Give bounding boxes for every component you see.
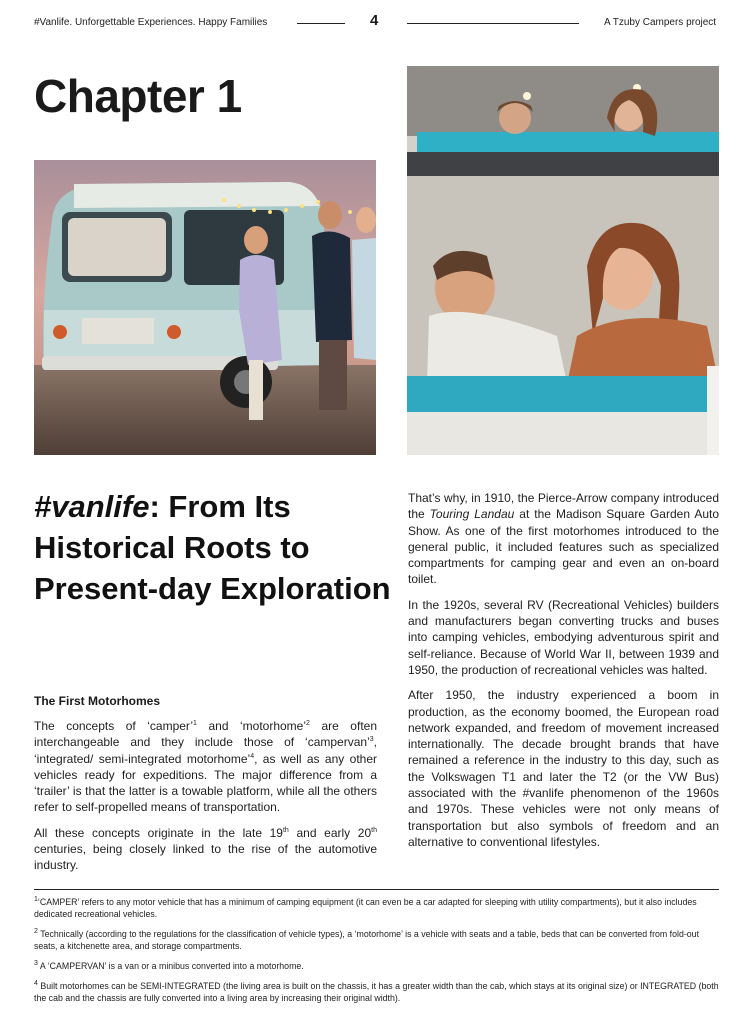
campervan-sunset-photo <box>34 160 376 455</box>
left-paragraph-2 <box>34 825 377 874</box>
headline-rest: : From Its Historical Roots to Present-day Exploration <box>34 489 391 606</box>
article-headline <box>34 486 394 609</box>
page-number: 4 <box>370 12 379 29</box>
text-run: centuries, being closely linked to the rise of the automotive industry. <box>34 842 377 873</box>
left-paragraph-1 <box>34 718 377 816</box>
right-paragraph-1 <box>408 490 719 588</box>
italic-vehicle-name: Touring Landau <box>429 507 515 522</box>
header-rule-right <box>407 23 579 24</box>
text-run: , ‘integrated/ semi-integrated motorhome’ <box>34 735 377 766</box>
footnote-number: 1 <box>34 896 38 904</box>
text-run: at the Madison Square Garden Auto Show. As one of the first motorhomes introduced to the general public, it included features such as specialized compartments for camping gear and even an on-board toilet. <box>408 507 720 587</box>
headline-emphasis: #vanlife <box>34 489 150 524</box>
text-run: That’s why, in 1910, the Pierce-Arrow company introduced the <box>408 491 719 522</box>
text-run: and ‘motorhome’ <box>196 719 307 733</box>
footnote-1 <box>34 896 719 920</box>
footnote-ref: 2 <box>306 720 310 727</box>
footnote-ref: 1 <box>193 720 197 727</box>
section-subheading: The First Motorhomes <box>34 694 161 708</box>
footnote-text: Built motorhomes can be SEMI-INTEGRATED (the living area is built on the chassis, it has a greater width than the cab, which stays at its original size) or INTEGRATED (both the cab and the chassis are fully converted into a living area by increasing their original width). <box>34 981 719 1003</box>
right-paragraph-2: In the 1920s, several RV (Recreational Vehicles) builders and manufacturers began converting trucks and buses into camping vehicles, embodying adventurous spirit and self-reliance. Because of World War II, between 1939 and 1950, the production of recreational vehicles was halted. <box>408 597 719 677</box>
footnote-4 <box>34 980 719 1004</box>
footnote-2 <box>34 928 719 952</box>
footnote-text: ‘CAMPER’ refers to any motor vehicle that has a minimum of camping equipment (it can even be a car adapted for sleeping with utility compartments), but it also includes dedicated recreational vehicles. <box>34 897 697 919</box>
family-bunk-photo <box>407 66 719 455</box>
footnote-number: 3 <box>34 960 38 968</box>
header-rule-left <box>297 23 345 24</box>
text-run: and early 20 <box>288 825 372 840</box>
superscript: th <box>282 826 289 834</box>
footnote-number: 4 <box>34 980 38 988</box>
footnote-3 <box>34 960 719 972</box>
footnote-divider <box>34 889 719 890</box>
chapter-title: Chapter 1 <box>34 70 242 122</box>
text-run: are often interchangeable and they include those of ‘campervan’ <box>34 719 377 750</box>
right-column-text <box>408 490 719 859</box>
header-project: A Tzuby Campers project <box>604 17 717 28</box>
footnote-ref: 3 <box>369 736 374 744</box>
footnote-ref: 4 <box>250 752 255 760</box>
text-run: All these concepts originate in the late 19 <box>34 825 283 840</box>
footnotes <box>34 896 719 1012</box>
right-paragraph-3: After 1950, the industry experienced a boom in production, as the economy boomed, the European road network expanded, and freedom of movement increased internationally. The decade brought brands that have remained a reference in the industry to this day, such as the Volkswagen T1 and later the T2 (or the VW Bus) associated with the #vanlife phenomenon of the 1960s and 1970s. These vehicles were not only means of transportation but also symbols of freedom and an alternative to conventional lifestyles. <box>408 688 719 849</box>
footnote-number: 2 <box>34 928 38 936</box>
footnote-text: Technically (according to the regulations for the classification of vehicle types), a ‘motorhome’ is a vehicle with seats and a table, beds that can be converted from fold-out seats, a kitchenette area, and storage compartments. <box>34 929 700 951</box>
superscript: th <box>371 826 377 834</box>
header-tagline: #Vanlife. Unforgettable Experiences. Happy Families <box>34 17 268 28</box>
text-run: The concepts of ‘camper’ <box>34 719 194 733</box>
footnote-text: A ‘CAMPERVAN’ is a van or a minibus converted into a motorhome. <box>39 961 304 971</box>
left-column-text <box>34 718 377 883</box>
text-run: , as well as any other vehicles ready for expeditions. The major difference from a ‘trailer’ is that the latter is a towable platform, while all the others refer to self-propelled means of transportation. <box>34 751 377 815</box>
